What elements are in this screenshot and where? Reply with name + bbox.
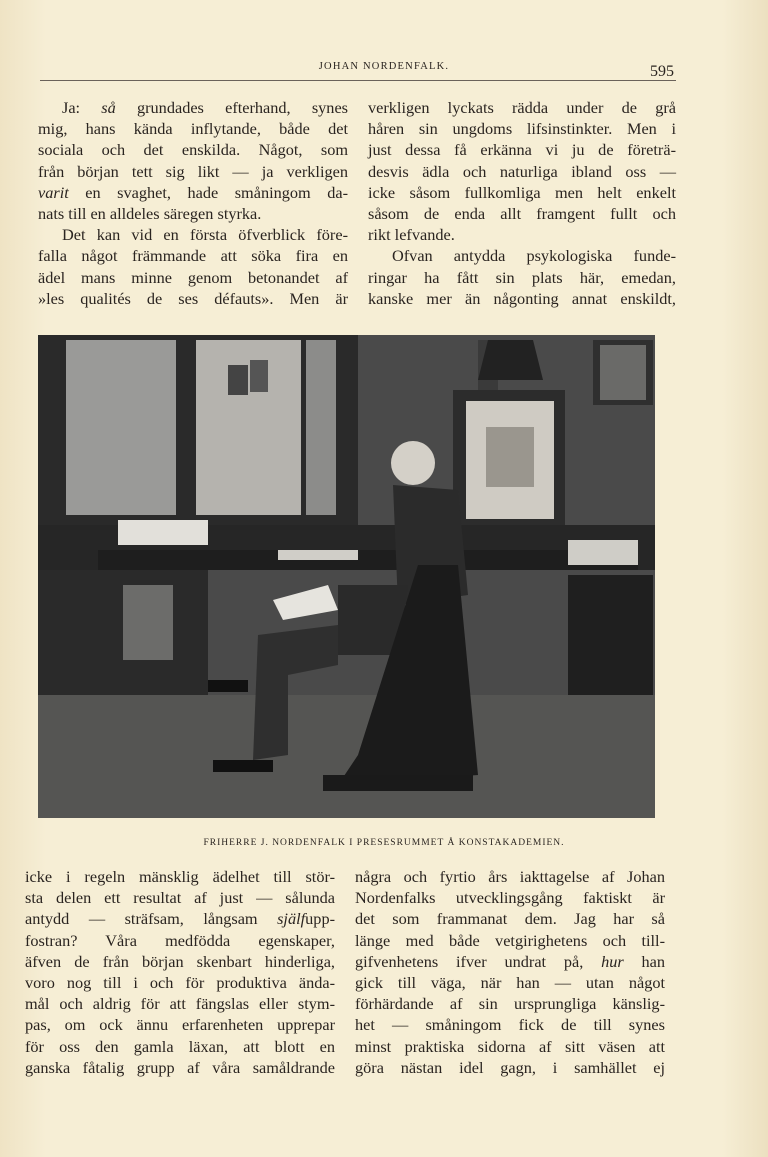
text-line [355, 930, 665, 951]
italic-text: så [101, 98, 116, 117]
text-segment: just dessa få erkänna vi ju de företrä- [368, 140, 676, 160]
text-line [368, 245, 676, 266]
text-line [355, 993, 665, 1014]
text-segment: kanske mer än någonting annat enskildt, [368, 288, 676, 308]
text-line [38, 118, 348, 139]
text-segment: ringar ha fått sin plats här, emedan, [368, 267, 676, 287]
text-segment: pas, om ock ännu erfarenheten upprepar [25, 1015, 335, 1035]
italic-text: själf [277, 909, 306, 929]
text-line [38, 203, 348, 224]
text-line [25, 1057, 335, 1078]
text-segment: gifvenhetens ifver undrat på, [355, 951, 602, 971]
text-segment: förhärdande af sin ursprungliga känslig- [355, 994, 665, 1014]
text-segment: antydd — sträfsam, långsam [25, 909, 278, 929]
text-segment: en svaghet, hade småningom da- [68, 182, 348, 202]
text-line [38, 139, 348, 160]
italic-text: varit [38, 182, 69, 202]
text-segment: några och fyrtio års iakttagelse af Johan [355, 867, 665, 886]
text-segment: det som frammanat dem. Jag har så [355, 909, 665, 929]
text-line [368, 224, 676, 245]
text-line [38, 288, 348, 309]
text-segment: fostran? Våra medfödda egenskaper, [25, 930, 335, 950]
header-rule [40, 80, 676, 81]
text-line [368, 288, 676, 309]
text-segment: mål och aldrig för att fängslas eller stym- [25, 994, 335, 1014]
text-segment: icke i regeln mänsklig ädelhet till stör- [25, 867, 335, 886]
text-column-bottom-right [355, 866, 665, 1078]
text-line [25, 908, 335, 929]
text-segment: minst praktiska sidorna af sitt väsen att [355, 1036, 665, 1056]
text-line [355, 866, 665, 887]
figure-caption: FRIHERRE J. NORDENFALK I PRESESRUMMET Å KONSTAKADEMIEN. [203, 838, 565, 848]
text-segment: falla något främmande att söka fira en [38, 246, 348, 266]
text-line [38, 245, 348, 266]
text-line [368, 161, 676, 182]
text-line [355, 1036, 665, 1057]
text-line [38, 97, 348, 118]
text-line [355, 1014, 665, 1035]
text-segment: göra nästan idel gagn, i samhället ej [355, 1057, 665, 1077]
text-line [25, 993, 335, 1014]
text-segment: mig, hans kända inflytande, både det [38, 119, 348, 139]
text-column-top-right [368, 97, 676, 309]
text-line [355, 951, 665, 972]
text-segment: Ofvan antydda psykologiska funde- [392, 246, 676, 266]
text-segment: sta delen ett resultat af just — sålunda [25, 888, 335, 908]
text-segment: Det kan vid en första öfverblick före- [62, 225, 348, 245]
text-segment: verkligen lyckats rädda under de grå [368, 98, 676, 117]
text-segment: rikt lefvande. [368, 225, 455, 245]
text-line [25, 866, 335, 887]
text-segment: grundades efterhand, synes [115, 98, 349, 117]
text-segment: sociala och det enskilda. Något, som [38, 140, 348, 160]
text-line [38, 161, 348, 182]
text-line [355, 972, 665, 993]
text-line [25, 887, 335, 908]
text-line [25, 930, 335, 951]
text-line [355, 1057, 665, 1078]
text-segment: het — småningom fick de till synes [355, 1015, 665, 1035]
text-segment: nats till en alldeles säregen styrka. [38, 203, 262, 223]
text-line [25, 972, 335, 993]
text-segment: upp- [305, 909, 335, 929]
text-segment: håren sin ungdoms lifsinstinkter. Men i [368, 119, 676, 139]
text-column-top-left [38, 97, 348, 309]
text-line [368, 182, 676, 203]
text-line [38, 182, 348, 203]
text-line [368, 267, 676, 288]
text-segment: länge med både vetgirighetens och till- [355, 930, 665, 950]
text-line [25, 951, 335, 972]
text-line [368, 118, 676, 139]
text-line [25, 1036, 335, 1057]
text-line [38, 267, 348, 288]
text-segment: voro nog till i och för produktiva ända- [25, 972, 335, 992]
text-segment: han [623, 951, 666, 971]
text-segment: Ja: [62, 98, 102, 117]
text-segment: såsom de enda allt framgent fullt och [368, 203, 676, 223]
text-segment: ganska fåtalig grupp af våra samåldrande [25, 1057, 335, 1077]
photograph [38, 335, 655, 818]
text-line [355, 908, 665, 929]
text-segment: ädel mans minne genom betonandet af [38, 267, 348, 287]
page-number: 595 [650, 63, 674, 80]
text-line [355, 887, 665, 908]
running-head: JOHAN NORDENFALK. [318, 61, 450, 72]
text-line [368, 139, 676, 160]
text-segment: desvis ädla och naturliga ibland oss — [368, 161, 676, 181]
text-line [38, 224, 348, 245]
text-segment: gick till väga, när han — utan något [355, 972, 665, 992]
text-line [368, 97, 676, 118]
photo-study-room [38, 335, 655, 818]
text-segment: »les qualités de ses défauts». Men är [38, 288, 348, 308]
text-segment: Nordenfalks utvecklingsgång faktiskt är [355, 888, 665, 908]
text-segment: för oss den gamla läxan, att blott en [25, 1036, 335, 1056]
text-segment: från början tett sig likt — ja verkligen [38, 161, 348, 181]
text-line [25, 1014, 335, 1035]
text-segment: icke såsom fullkomliga men helt enkelt [368, 182, 676, 202]
text-segment: äfven de från början skenbart hinderliga, [25, 951, 335, 971]
italic-text: hur [601, 951, 624, 971]
text-column-bottom-left [25, 866, 335, 1078]
text-line [368, 203, 676, 224]
